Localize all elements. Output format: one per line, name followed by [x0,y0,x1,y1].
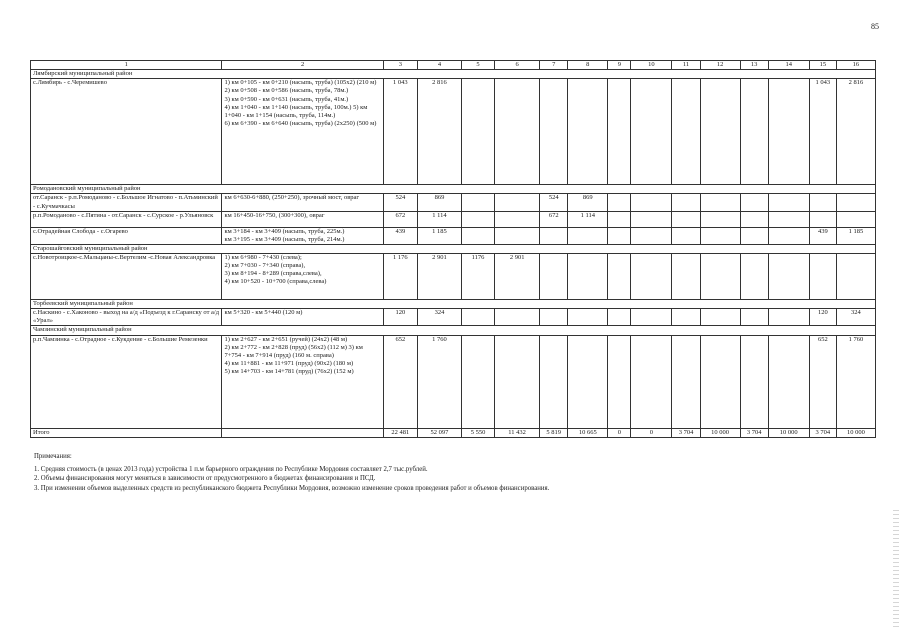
section-description-line: 1) км 6+980 - 7+430 (слева); [224,254,302,261]
value-cell: 1 185 [417,227,461,244]
column-header: 12 [700,61,740,70]
value-cell: 439 [383,227,417,244]
column-header: 5 [462,61,495,70]
value-cell [700,211,740,227]
road-name-cell: с.Наскино - с.Хаконово - выход на а/д «Подъезд к г.Саранску от а/д «Урал» [31,309,222,326]
value-cell [568,309,608,326]
value-cell [672,194,700,211]
value-cell [495,309,540,326]
table-row [31,335,876,428]
value-cell [495,211,540,227]
value-cell: 672 [383,211,417,227]
value-cell: 524 [540,194,568,211]
column-header: 15 [809,61,836,70]
value-cell: 439 [809,227,836,244]
district-title: Старошайговский муниципальный район [31,244,876,253]
value-cell [768,335,809,428]
value-cell [740,194,768,211]
value-cell [608,309,631,326]
column-header: 16 [836,61,875,70]
section-description-line: 3) км 8+194 - 8+289 (справа,слева), [224,270,322,278]
road-name-cell: р.п.Ромоданово - с.Пятина - от.Саранск - с.Сурское - р.Ульяновск [31,211,222,227]
road-name-cell: р.п.Чамзинка - с.Отрадное - с.Кукдение - с.Большие Ремезенки [31,335,222,428]
value-cell [768,194,809,211]
funding-table [30,60,876,438]
section-description-line: 4) км 11+881 - км 11+971 (пруд) (90х2) (180 м) [224,359,354,367]
value-cell [631,211,672,227]
section-description-line: км 3+184 - км 3+409 (насыпь, труба, 225м.) [224,227,345,235]
value-cell [809,211,836,227]
value-cell [740,309,768,326]
value-cell [462,79,495,185]
value-cell [568,227,608,244]
section-description-cell [222,335,383,428]
value-cell [740,79,768,185]
value-cell: 672 [540,211,568,227]
value-cell [809,254,836,300]
note-item: 2. Объемы финансирования могут меняться в зависимости от предусмотренного в бюджетах финансирования и ПСД. [34,475,376,483]
total-value-cell: 3 704 [672,428,700,437]
value-cell [608,254,631,300]
value-cell [631,79,672,185]
value-cell: 1 760 [836,335,875,428]
table-row [31,254,876,300]
value-cell [672,335,700,428]
value-cell [836,194,875,211]
section-description-line: 4) км 1+040 - км 1+140 (насыпь, труба, 100м.) 5) км 1+040 - км 1+154 (насыпь, труба, 114м.) [224,103,368,119]
total-value-cell: 3 704 [809,428,836,437]
column-header: 14 [768,61,809,70]
value-cell: 869 [417,194,461,211]
value-cell [631,227,672,244]
value-cell: 324 [836,309,875,326]
total-value-cell: 0 [631,428,672,437]
value-cell [540,79,568,185]
district-title: Ромодановский муниципальный район [31,185,876,194]
column-header: 6 [495,61,540,70]
value-cell: 1 114 [417,211,461,227]
section-description-line: 1) км 2+627 - км 2+651 (ручей) (24х2) (48 м) [224,335,348,343]
column-header: 8 [568,61,608,70]
column-header: 2 [222,61,383,70]
value-cell [608,211,631,227]
road-name-cell: с.Отрадейная Слобода - с.Огарево [31,227,222,244]
value-cell [672,79,700,185]
value-cell: 2 901 [417,254,461,300]
total-label: Итого [31,428,222,437]
value-cell [631,254,672,300]
table-row [31,309,876,326]
value-cell [631,335,672,428]
total-value-cell: 5 550 [462,428,495,437]
value-cell: 2 816 [836,79,875,185]
section-description-line: 2) км 0+508 - км 0+586 (насыпь, труба, 78м.) [224,87,349,95]
value-cell: 1 176 [383,254,417,300]
value-cell [462,227,495,244]
value-cell [672,309,700,326]
value-cell: 652 [809,335,836,428]
value-cell: 1176 [462,254,495,300]
section-description-line: 2) км 2+772 - км 2+828 (пруд) (56х2) (112 м) 3) км 7+754 - км 7+914 (пруд) (160 м. справа) [224,343,363,359]
district-title: Чамзинский муниципальный район [31,326,876,335]
total-value-cell: 52 097 [417,428,461,437]
value-cell [809,194,836,211]
value-cell [462,309,495,326]
section-description-line: 5) км 14+703 - км 14+781 (пруд) (76х2) (152 м) [224,368,354,375]
section-description-cell [222,227,383,244]
value-cell [495,79,540,185]
section-description-line: 1) км 0+105 - км 0+210 (насыпь, труба) (105х2) (210 м) [224,79,377,87]
section-description-line: км 6+630-6+880, (250+250), зрочный мост, овраг [224,194,360,202]
value-cell [608,335,631,428]
value-cell: 1 114 [568,211,608,227]
value-cell [540,309,568,326]
section-description-line: км 5+320 - км 5+440 (120 м) [224,309,303,317]
value-cell [700,227,740,244]
column-header: 10 [631,61,672,70]
value-cell [631,309,672,326]
section-description-cell [222,211,383,227]
road-name-cell: от.Саранск - р.п.Ромоданово - с.Большое Игнатово - п.Атьминский - с.Кучмачкасы [31,194,222,211]
note-item: 1. Средняя стоимость (в ценах 2013 года) устройства 1 п.м барьерного ограждения по Республике Мордовия составляет 2,7 тыс.рублей. [34,465,428,473]
value-cell: 324 [417,309,461,326]
value-cell [608,227,631,244]
column-header: 3 [383,61,417,70]
value-cell [568,335,608,428]
value-cell [495,335,540,428]
value-cell [768,211,809,227]
table-row [31,194,876,211]
total-row [31,428,876,437]
value-cell [700,309,740,326]
value-cell [608,194,631,211]
value-cell [672,227,700,244]
value-cell: 1 760 [417,335,461,428]
value-cell [740,227,768,244]
value-cell [836,211,875,227]
value-cell [768,227,809,244]
value-cell [768,79,809,185]
value-cell [672,254,700,300]
value-cell [568,254,608,300]
total-value-cell: 10 000 [836,428,875,437]
total-value-cell: 10 665 [568,428,608,437]
section-description-cell [222,79,383,185]
value-cell [462,194,495,211]
value-cell: 120 [809,309,836,326]
district-title: Торбеевский муниципальный район [31,300,876,309]
value-cell [462,335,495,428]
district-row [31,70,876,79]
notes-block [34,452,549,493]
value-cell [740,335,768,428]
total-value-cell: 5 819 [540,428,568,437]
value-cell [700,79,740,185]
district-title: Лямбирский муниципальный район [31,70,876,79]
column-header: 4 [417,61,461,70]
table-row [31,227,876,244]
value-cell [768,309,809,326]
value-cell: 2 901 [495,254,540,300]
total-value-cell: 10 000 [700,428,740,437]
section-description-line: 4) км 10+520 - 10+700 (справа,слева) [224,278,327,286]
road-name-cell: с.Лямбирь - с.Черемишево [31,79,222,185]
district-row [31,300,876,309]
page-number: 85 [871,22,879,31]
value-cell: 1 185 [836,227,875,244]
value-cell [568,79,608,185]
total-value-cell: 22 481 [383,428,417,437]
value-cell: 120 [383,309,417,326]
value-cell [631,194,672,211]
value-cell [540,227,568,244]
district-row [31,244,876,253]
value-cell: 652 [383,335,417,428]
value-cell [608,79,631,185]
section-description-line: 2) км 7+030 - 7+340 (справа), [224,262,306,270]
total-value-cell: 11 432 [495,428,540,437]
value-cell [540,335,568,428]
total-value-cell: 3 704 [740,428,768,437]
total-value-cell: 10 000 [768,428,809,437]
column-header: 13 [740,61,768,70]
section-description-line: км 16+450-16+750, (300+300), овраг [224,211,325,219]
scan-margin-marks [893,510,899,630]
value-cell [495,227,540,244]
value-cell: 1 043 [383,79,417,185]
value-cell [740,254,768,300]
value-cell [836,254,875,300]
notes-title: Примечания: [34,453,72,460]
value-cell [700,194,740,211]
value-cell: 1 043 [809,79,836,185]
value-cell [768,254,809,300]
section-description-line: 6) км 6+390 - км 6+640 (насыпь, труба) (2х250) (500 м) [224,119,377,127]
value-cell [672,211,700,227]
section-description-cell [222,194,383,211]
value-cell [462,211,495,227]
district-row [31,185,876,194]
value-cell: 524 [383,194,417,211]
value-cell [700,335,740,428]
column-header: 1 [31,61,222,70]
table-row [31,211,876,227]
section-description-line: км 3+195 - км 3+409 (насыпь, труба, 214м.) [224,235,345,243]
value-cell: 869 [568,194,608,211]
value-cell: 2 816 [417,79,461,185]
total-empty-cell [222,428,383,437]
column-header: 9 [608,61,631,70]
table-row [31,79,876,185]
section-description-line: 3) км 0+590 - км 0+631 (насыпь, труба, 41м.) [224,95,349,103]
column-header: 11 [672,61,700,70]
column-header: 7 [540,61,568,70]
value-cell [740,211,768,227]
value-cell [495,194,540,211]
note-item: 3. При изменении объемов выделенных средств из республиканского бюджета Республики Мордовия, возможно изменение сроков проведения работ и объемов финансирования. [34,484,550,492]
total-value-cell: 0 [608,428,631,437]
road-name-cell: с.Новотроицкое-с.Мальцаны-с.Вертелим -с.Новая Александровка [31,254,222,300]
section-description-cell [222,254,383,300]
value-cell [540,254,568,300]
value-cell [700,254,740,300]
section-description-cell [222,309,383,326]
district-row [31,326,876,335]
header-row [31,61,876,70]
